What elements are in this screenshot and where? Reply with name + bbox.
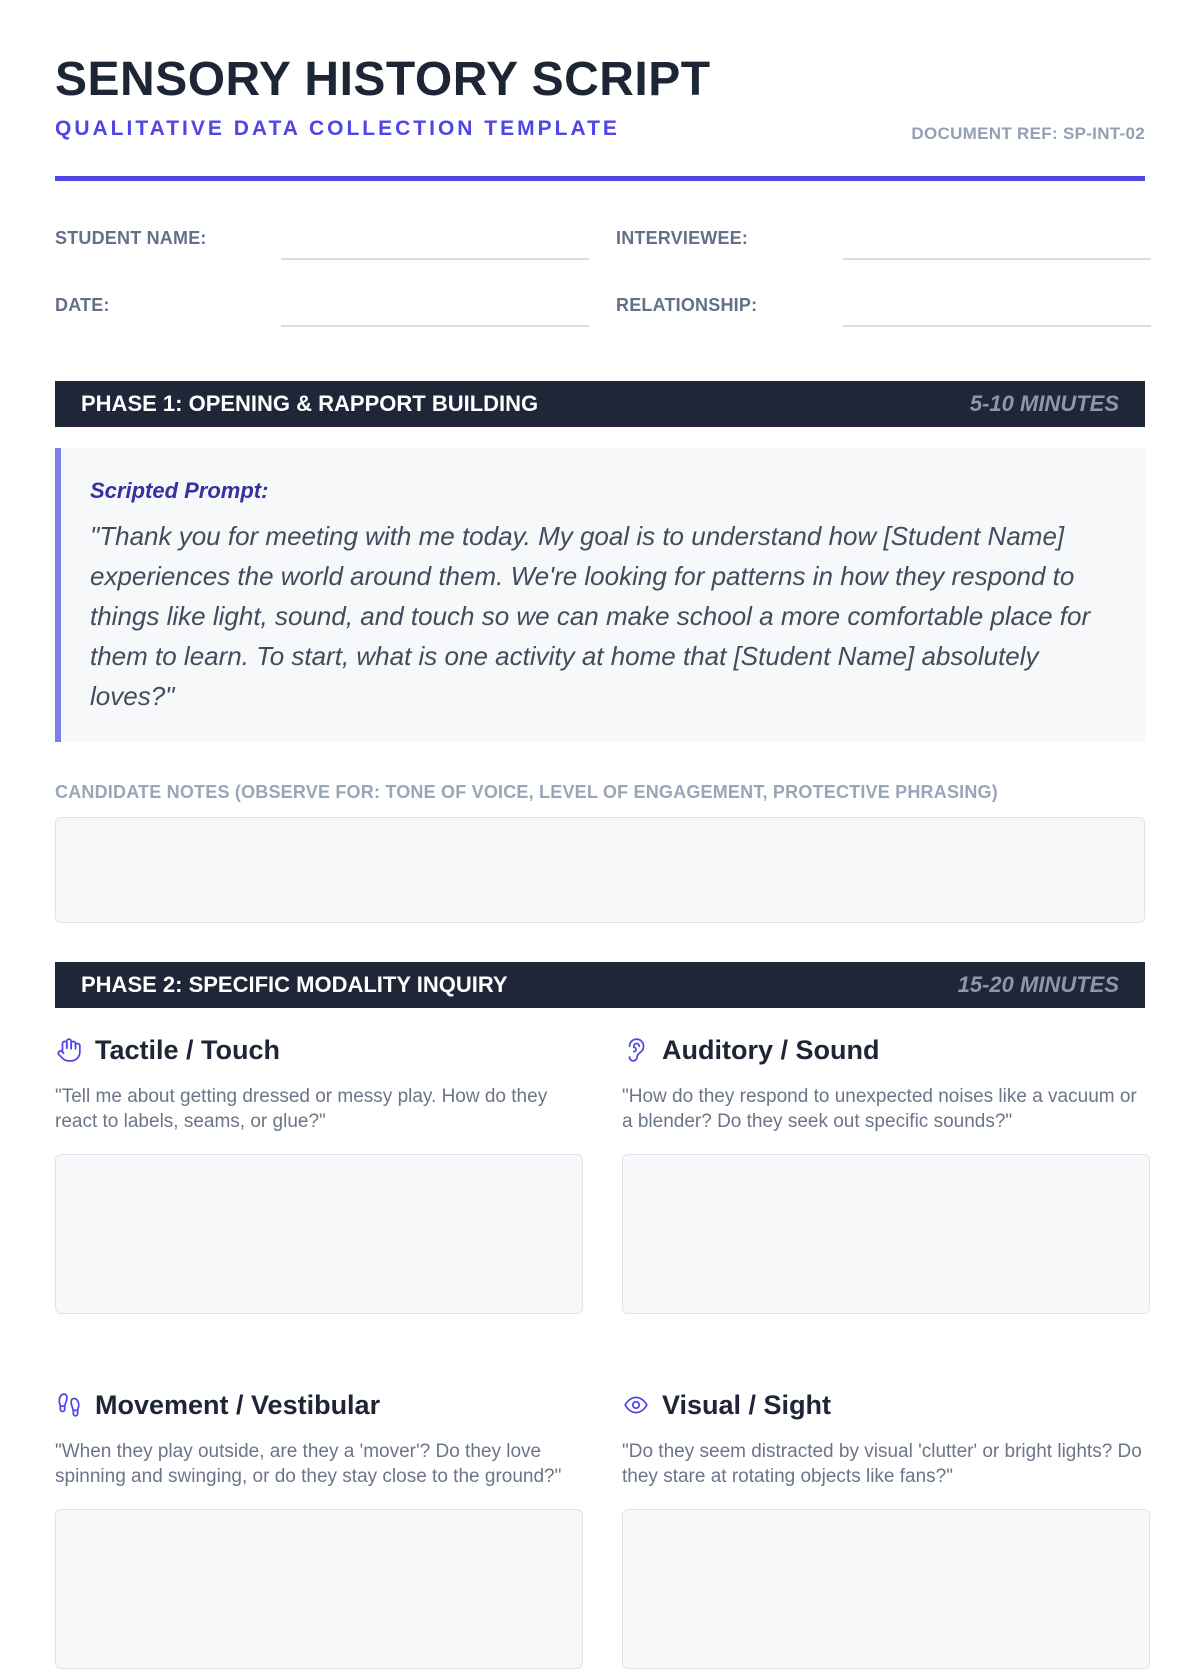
- modality-tactile: [55, 1032, 583, 1314]
- modality-movement: [55, 1387, 583, 1669]
- phase-1-header: [55, 381, 1145, 427]
- document-reference: DOCUMENT REF: SP-INT-02: [911, 124, 1145, 143]
- date-label: DATE:: [55, 295, 110, 315]
- student-name-field[interactable]: [281, 258, 589, 260]
- tactile-notes-input[interactable]: [55, 1154, 583, 1314]
- modality-question: "Do they seem distracted by visual 'clutter' or bright lights? Do they stare at rotating objects like fans?": [622, 1441, 1142, 1487]
- candidate-notes-input[interactable]: [55, 817, 1145, 923]
- phase-2-title: PHASE 2: SPECIFIC MODALITY INQUIRY: [81, 972, 508, 997]
- scripted-prompt-text: "Thank you for meeting with me today. My goal is to understand how [Student Name] experiences the world around them. We're looking for patterns in how they respond to things like light, sound, and touch so we can make school a more comfortable place for them to learn. To start, what is one activity at home that [Student Name] absolutely loves?": [90, 521, 1091, 711]
- eye-icon: [622, 1391, 650, 1419]
- modality-question: "Tell me about getting dressed or messy play. How do they react to labels, seams, or glue?": [55, 1086, 548, 1132]
- footprints-icon: [55, 1391, 83, 1419]
- phase-1-duration: 5-10 MINUTES: [969, 391, 1119, 416]
- phase-2-duration: 15-20 MINUTES: [957, 972, 1119, 997]
- modality-question: "How do they respond to unexpected noises like a vacuum or a blender? Do they seek out specific sounds?": [622, 1086, 1137, 1132]
- document-subtitle: QUALITATIVE DATA COLLECTION TEMPLATE: [55, 117, 620, 140]
- movement-notes-input[interactable]: [55, 1509, 583, 1669]
- modality-visual: [622, 1387, 1150, 1669]
- header-divider: [55, 176, 1145, 181]
- visual-notes-input[interactable]: [622, 1509, 1150, 1669]
- modality-title: Auditory / Sound: [662, 1034, 880, 1065]
- relationship-label: RELATIONSHIP:: [616, 295, 758, 315]
- document-title: SENSORY HISTORY SCRIPT: [55, 53, 711, 106]
- hand-icon: [55, 1036, 83, 1064]
- date-field[interactable]: [281, 325, 589, 327]
- student-name-label: STUDENT NAME:: [55, 228, 207, 248]
- phase-2-header: [55, 962, 1145, 1008]
- interviewee-field[interactable]: [843, 258, 1151, 260]
- modality-auditory: [622, 1032, 1150, 1314]
- phase-1-title: PHASE 1: OPENING & RAPPORT BUILDING: [81, 391, 539, 416]
- relationship-field[interactable]: [843, 325, 1151, 327]
- scripted-prompt-block: [55, 448, 1145, 742]
- ear-icon: [622, 1036, 650, 1064]
- scripted-prompt-label: Scripted Prompt:: [90, 478, 269, 503]
- modality-title: Tactile / Touch: [95, 1034, 281, 1065]
- auditory-notes-input[interactable]: [622, 1154, 1150, 1314]
- modality-title: Visual / Sight: [662, 1389, 832, 1420]
- interviewee-label: INTERVIEWEE:: [616, 228, 749, 248]
- modality-question: "When they play outside, are they a 'mover'? Do they love spinning and swinging, or do they stay close to the ground?": [55, 1441, 562, 1487]
- candidate-notes-label: CANDIDATE NOTES (OBSERVE FOR: TONE OF VOICE, LEVEL OF ENGAGEMENT, PROTECTIVE PHRASING): [55, 782, 998, 802]
- modality-title: Movement / Vestibular: [95, 1389, 381, 1420]
